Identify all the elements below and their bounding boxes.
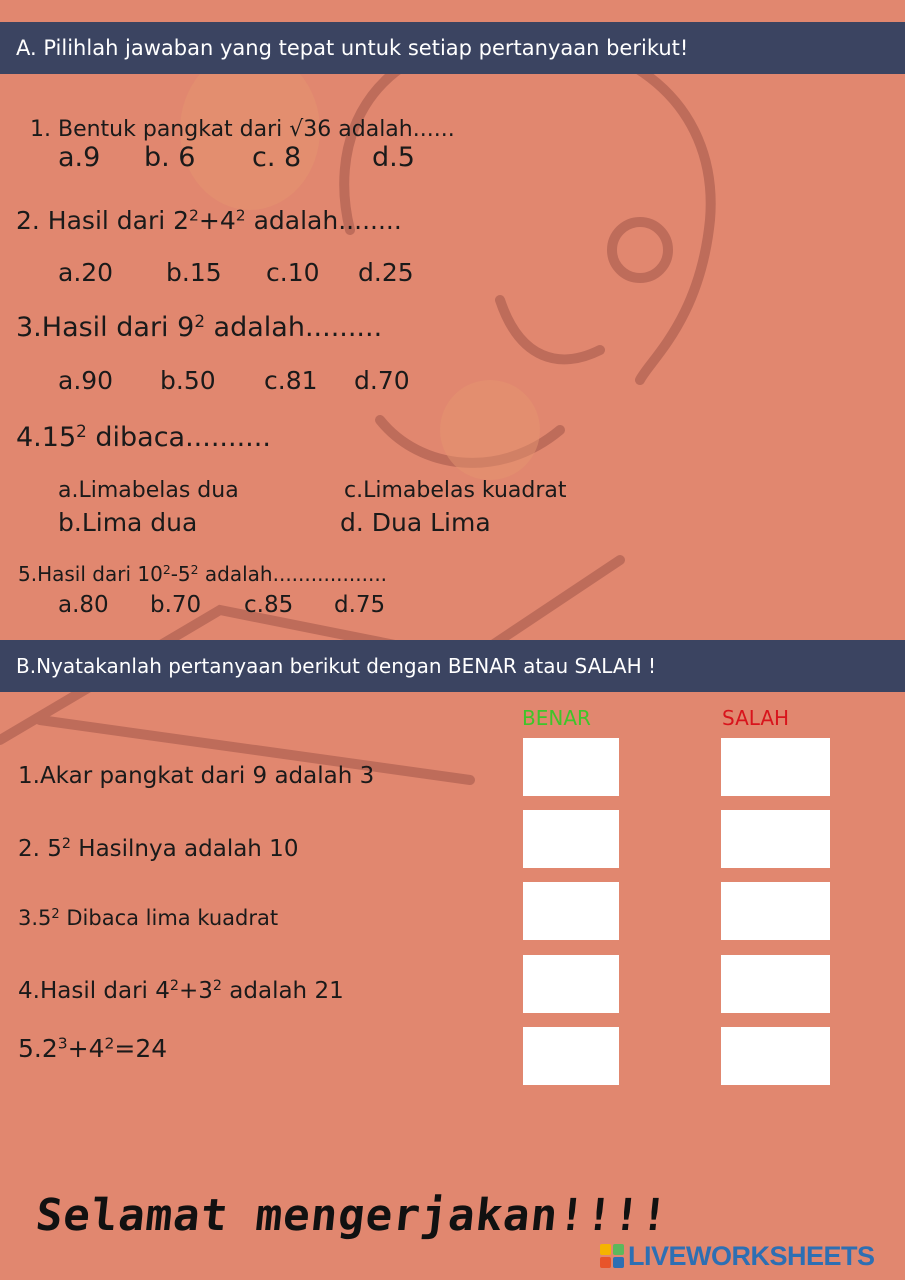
q4-option-d[interactable]: d. Dua Lima	[340, 508, 491, 537]
q1-option-d[interactable]: d.5	[372, 142, 415, 173]
section-a-title: A. Pilihlah jawaban yang tepat untuk setiap pertanyaan berikut!	[16, 36, 689, 60]
q1-option-a[interactable]: a.9	[58, 142, 101, 173]
salah-box-5[interactable]	[721, 1027, 830, 1085]
q3-option-d[interactable]: d.70	[354, 366, 410, 395]
statement-5: $5.2^3+4^2=24$	[18, 1034, 168, 1063]
statement-2: 2. $5^2$ Hasilnya adalah 10	[18, 836, 299, 862]
salah-column-header: SALAH	[722, 706, 790, 730]
q5-option-d[interactable]: d.75	[334, 592, 386, 618]
q2-option-d[interactable]: d.25	[358, 258, 414, 287]
benar-box-3[interactable]	[523, 882, 619, 940]
q1-option-c[interactable]: c. 8	[252, 142, 302, 173]
section-b-title: B.Nyatakanlah pertanyaan berikut dengan BENAR atau SALAH !	[16, 654, 656, 678]
q5-option-c[interactable]: c.85	[244, 592, 294, 618]
q3-option-c[interactable]: c.81	[264, 366, 318, 395]
salah-box-4[interactable]	[721, 955, 830, 1013]
question-3: 3.Hasil dari $9^2$ adalah.........	[16, 310, 383, 343]
q4-option-c[interactable]: c.Limabelas kuadrat	[344, 478, 567, 503]
q3-option-a[interactable]: a.90	[58, 366, 114, 395]
liveworksheets-brand: LIVEWORKSHEETS	[628, 1240, 875, 1271]
q2-option-c[interactable]: c.10	[266, 258, 320, 287]
salah-box-3[interactable]	[721, 882, 830, 940]
question-5: 5.Hasil dari $10^2-5^2$ adalah..................	[18, 562, 388, 586]
q5-option-b[interactable]: b.70	[150, 592, 202, 618]
benar-box-2[interactable]	[523, 810, 619, 868]
question-4: 4.15$^2$ dibaca..........	[16, 420, 271, 453]
statement-4: 4.Hasil dari $4^2+3^2$ adalah 21	[18, 978, 344, 1004]
q2-option-a[interactable]: a.20	[58, 258, 114, 287]
benar-column-header: BENAR	[522, 706, 591, 730]
question-1	[16, 92, 455, 142]
q2-option-b[interactable]: b.15	[166, 258, 222, 287]
benar-box-4[interactable]	[523, 955, 619, 1013]
section-b-banner	[0, 640, 905, 692]
benar-box-1[interactable]	[523, 738, 619, 796]
statement-3: $3.5^2$ Dibaca lima kuadrat	[18, 906, 279, 930]
section-a-banner	[0, 22, 905, 74]
q1-option-b[interactable]: b. 6	[144, 142, 196, 173]
liveworksheets-logo	[600, 1240, 875, 1272]
question-1-text: 1. Bentuk pangkat dari √36 adalah......	[30, 117, 455, 142]
liveworksheets-logo-icon	[600, 1244, 624, 1268]
benar-box-5[interactable]	[523, 1027, 619, 1085]
question-2: 2. Hasil dari $2^2+4^2$ adalah........	[16, 206, 402, 235]
salah-box-1[interactable]	[721, 738, 830, 796]
statement-1: 1.Akar pangkat dari 9 adalah 3	[18, 763, 375, 789]
q4-option-b[interactable]: b.Lima dua	[58, 508, 198, 537]
closing-message: Selamat mengerjakan!!!!	[33, 1190, 671, 1241]
q3-option-b[interactable]: b.50	[160, 366, 216, 395]
q5-option-a[interactable]: a.80	[58, 592, 109, 618]
salah-box-2[interactable]	[721, 810, 830, 868]
q4-option-a[interactable]: a.Limabelas dua	[58, 478, 239, 503]
